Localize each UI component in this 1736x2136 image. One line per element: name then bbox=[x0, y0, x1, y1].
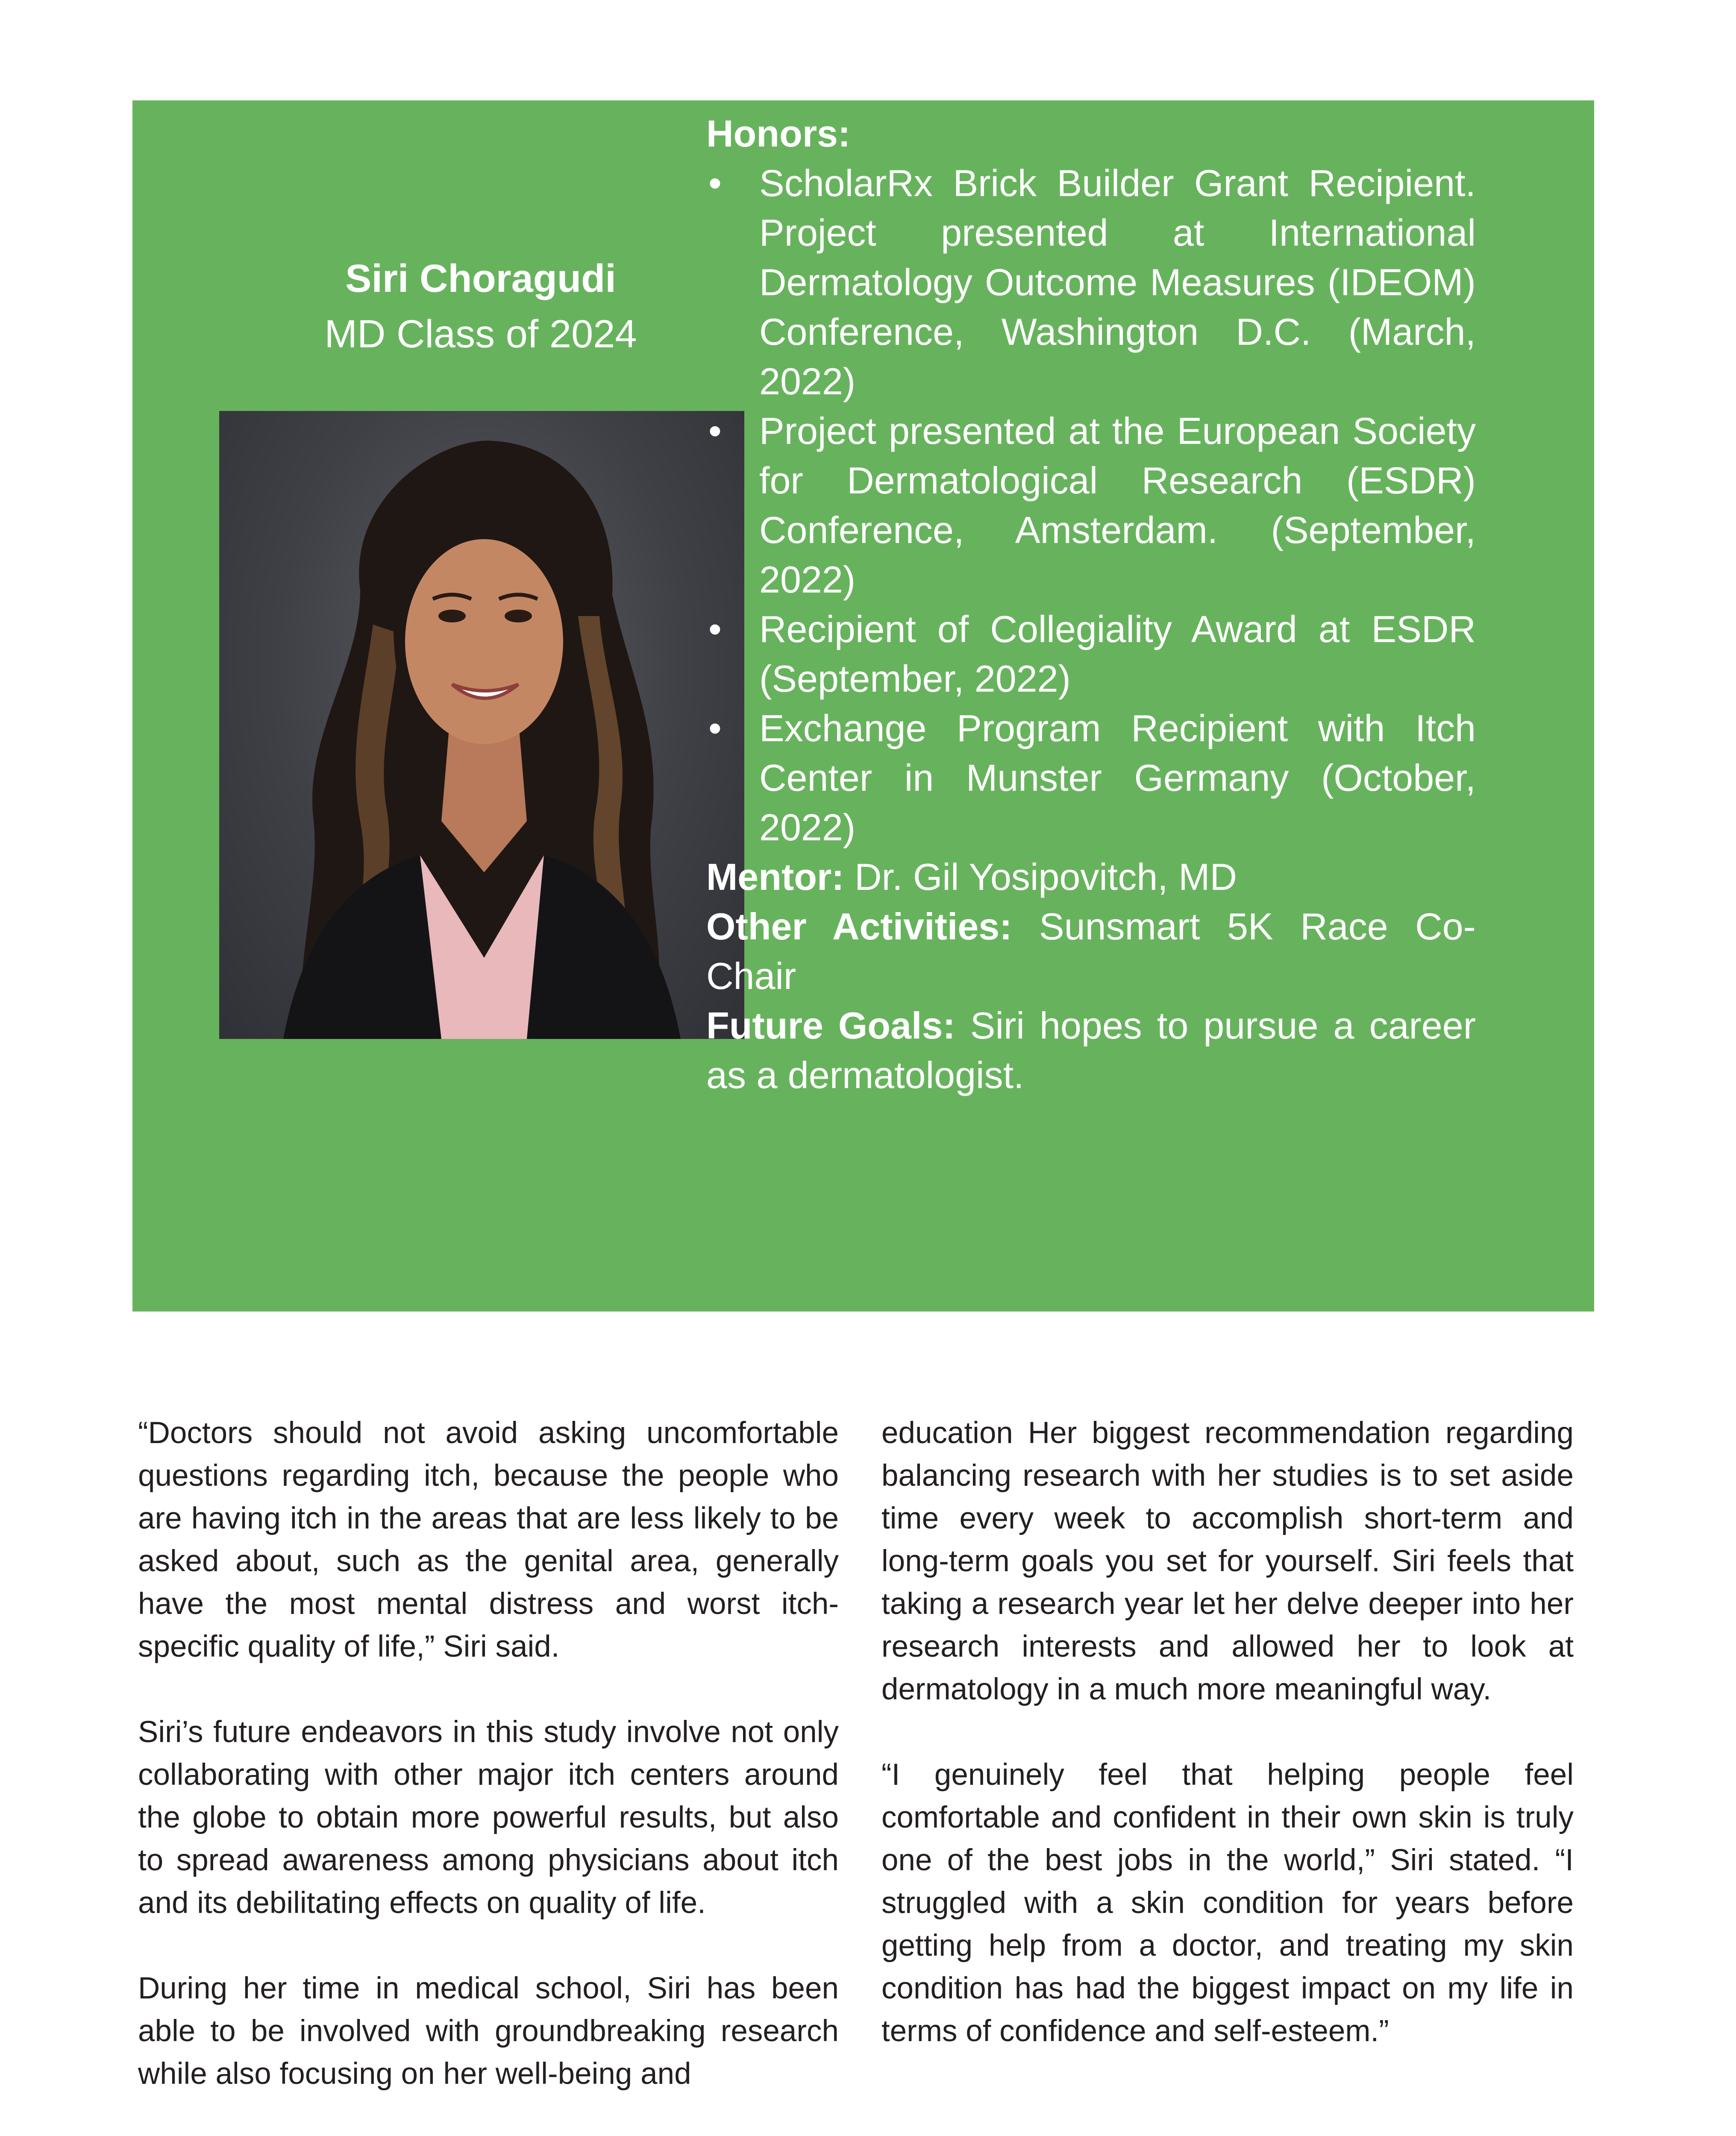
activities-line bbox=[706, 902, 1476, 1001]
article-paragraph: During her time in medical school, Siri has been able to be involved with groundbreaking research while also focusing on her well-being and bbox=[138, 1972, 839, 2091]
mentor-line bbox=[706, 852, 1476, 902]
honors-list bbox=[706, 158, 1476, 852]
profile-class-year: MD Class of 2024 bbox=[324, 312, 637, 356]
honors-item: • Recipient of Collegiality Award at ESDR (September, 2022) bbox=[706, 604, 1476, 704]
mentor-value: Dr. Gil Yosipovitch, MD bbox=[844, 856, 1237, 898]
article-paragraph: “Doctors should not avoid asking uncomfortable questions regarding itch, because the people who are having itch in the areas that are less likely to be asked about, such as the genital area, generally have the most mental distress and worst itch-specific quality of life,” Siri said. bbox=[138, 1416, 839, 1664]
article-paragraph: “I genuinely feel that helping people feel comfortable and confident in their own skin is truly one of the best jobs in the world,” Siri stated. “I struggled with a skin condition for years before getting help from a doctor, and treating my skin condition has had the biggest impact on my life in terms of confidence and self-esteem.” bbox=[881, 1758, 1574, 2048]
article-right-column bbox=[881, 1412, 1574, 2095]
goals-value: Siri hopes to pursue a career as a dermatologist. bbox=[706, 1004, 1476, 1096]
mentor-label: Mentor: bbox=[706, 856, 844, 898]
profile-name: Siri Choragudi bbox=[345, 257, 616, 300]
activities-label: Other Activities: bbox=[706, 905, 1012, 948]
goals-label: Future Goals: bbox=[706, 1004, 955, 1047]
portrait-illustration bbox=[219, 411, 744, 1039]
honors-item: • Project presented at the European Society for Dermatological Research (ESDR) Conference, Amsterdam. (September, 2022) bbox=[706, 406, 1476, 604]
goals-line bbox=[706, 1001, 1476, 1100]
honors-section bbox=[706, 109, 1476, 1100]
article-paragraph: education Her biggest recommendation regarding balancing research with her studies is to set aside time every week to accomplish short-term and long-term goals you set for yourself. Siri feels that taking a research year let her delve deeper into her research interests and allowed her to look at dermatology in a much more meaningful way. bbox=[881, 1416, 1574, 1706]
article-left-column bbox=[138, 1412, 839, 2136]
portrait-photo bbox=[219, 411, 744, 1039]
article-paragraph: Siri’s future endeavors in this study involve not only collaborating with other major itch centers around the globe to obtain more powerful results, but also to spread awareness among physicians about itch and its debilitating effects on quality of life. bbox=[138, 1715, 839, 1920]
honors-item: • Exchange Program Recipient with Itch Center in Munster Germany (October, 2022) bbox=[706, 704, 1476, 852]
honors-label: Honors: bbox=[706, 112, 851, 155]
activities-value: Sunsmart 5K Race Co-Chair bbox=[706, 905, 1476, 997]
honors-item: • ScholarRx Brick Builder Grant Recipient. Project presented at International Dermatology Outcome Measures (IDEOM) Conference, Washington D.C. (March, 2022) bbox=[706, 158, 1476, 406]
